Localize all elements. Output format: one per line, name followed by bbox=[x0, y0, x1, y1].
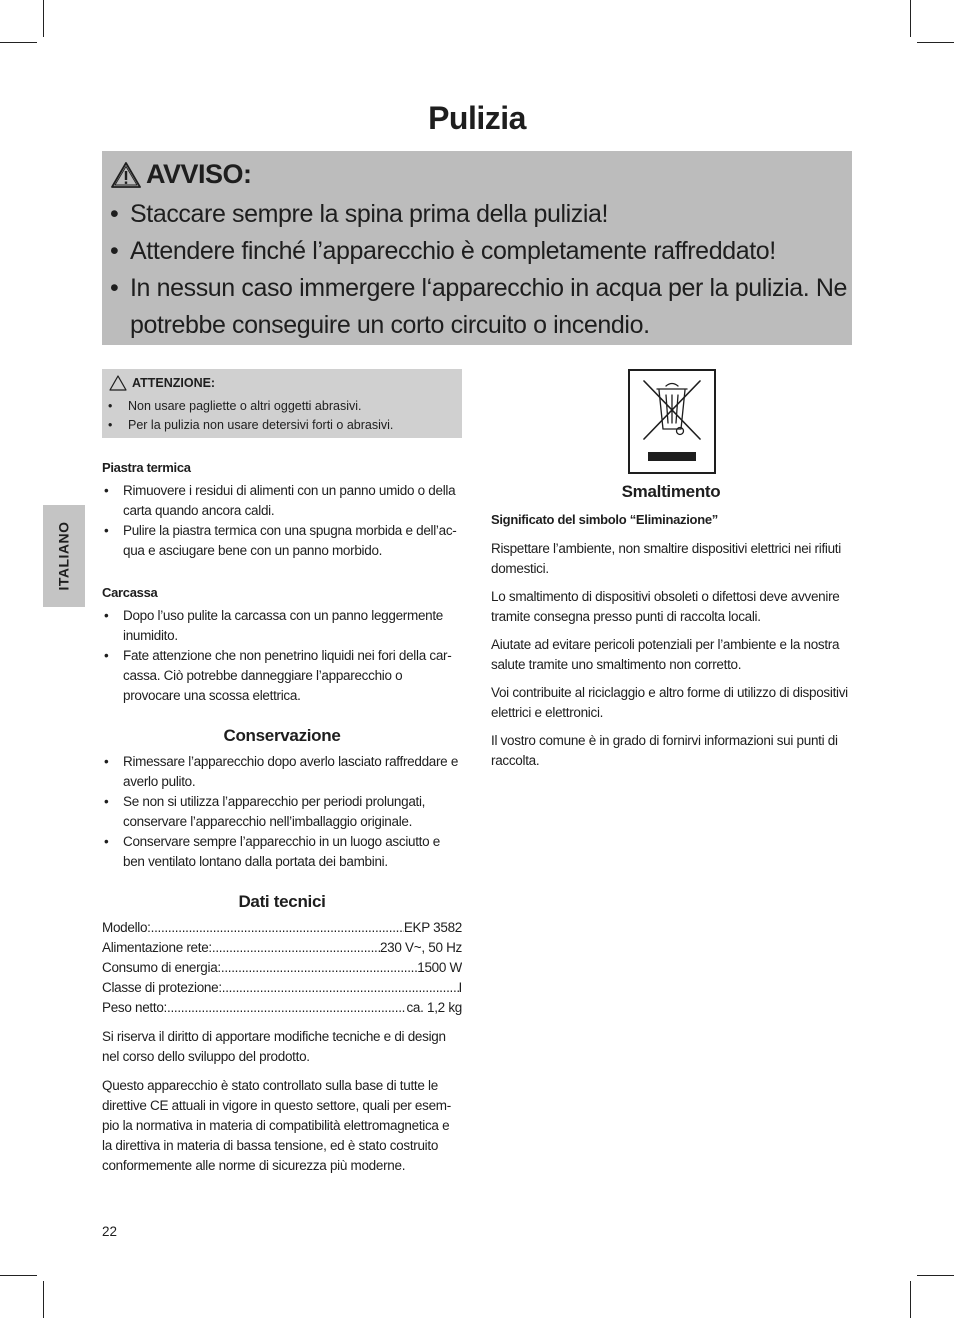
spec-value: ca. 1,2 kg bbox=[406, 1000, 462, 1015]
spec-label: Alimentazione rete: bbox=[102, 940, 212, 955]
page-number: 22 bbox=[102, 1224, 118, 1239]
spec-label: Consumo di energia: bbox=[102, 960, 221, 975]
list-item: • Conservare sempre l’apparecchio in un luogo asciutto e ben ventilato lontano dalla portata dei bambini. bbox=[102, 832, 462, 872]
spec-value: 1500 W bbox=[417, 960, 462, 975]
attention-label: ATTENZIONE: bbox=[132, 376, 216, 390]
attention-item: • Non usare pagliette o altri oggetti abrasivi. bbox=[106, 397, 456, 416]
list-item: • Fate attenzione che non penetrino liquidi nei fori della car-cassa. Ciò potrebbe danneggiare l’apparecchio o provocare una scossa elettrica. bbox=[102, 646, 462, 706]
spec-row bbox=[102, 958, 462, 978]
warning-item: • In nessun caso immergere l‘apparecchio in acqua per la pulizia. Ne potrebbe conseguire un corto circuito o incendio. bbox=[110, 270, 850, 344]
crop-mark bbox=[910, 0, 911, 37]
left-column bbox=[102, 458, 462, 1176]
spec-value: 230 V~, 50 Hz bbox=[379, 940, 462, 955]
specs-note: Questo apparecchio è stato controllato sulla base di tutte le direttive CE attuali in vigore in questo settore, quali per esem-pio la normativa in materia di compatibilità elettromagnetica e la direttiva in materia di bassa tensione, ed è stato costruito conformemente alle norme di sicurezza più moderne. bbox=[102, 1078, 451, 1173]
specs-heading: Dati tecnici bbox=[238, 892, 326, 911]
weee-symbol bbox=[628, 369, 716, 474]
list-item: • Dopo l’uso pulite la carcassa con un panno leggermente inumidito. bbox=[102, 606, 462, 646]
warning-triangle-icon bbox=[110, 161, 142, 189]
crop-mark bbox=[917, 1275, 954, 1276]
crop-mark bbox=[43, 1281, 44, 1318]
disposal-paragraph: Voi contribuite al riciclaggio e altro forme di utilizzo di dispositivi elettrici e elettronici. bbox=[491, 685, 848, 720]
list-item: • Rimuovere i residui di alimenti con un panno umido o della carta quando ancora caldi. bbox=[102, 481, 462, 521]
spec-label: Peso netto: bbox=[102, 1000, 167, 1015]
housing-heading: Carcassa bbox=[102, 585, 158, 600]
warning-list bbox=[110, 196, 850, 344]
attention-header bbox=[109, 375, 215, 391]
attention-box bbox=[102, 369, 462, 438]
disposal-paragraph: Lo smaltimento di dispositivi obsoleti o difettosi deve avvenire tramite consegna presso punti di raccolta locali. bbox=[491, 589, 840, 624]
disposal-subheading: Significato del simbolo “Eliminazione” bbox=[491, 512, 718, 527]
list-item: • Rimessare l’apparecchio dopo averlo lasciato raffreddare e averlo pulito. bbox=[102, 752, 462, 792]
spec-row bbox=[102, 918, 462, 938]
crossed-bin-icon bbox=[630, 371, 714, 472]
disposal-heading: Smaltimento bbox=[621, 482, 721, 501]
list-item: • Se non si utilizza l’apparecchio per periodi prolungati, conservare l’apparecchio nell’imballaggio originale. bbox=[102, 792, 462, 832]
disposal-paragraph: Aiutate ad evitare pericoli potenziali per l’ambiente e la nostra salute tramite uno smaltimento non corretto. bbox=[491, 637, 840, 672]
specs-note: Si riserva il diritto di apportare modifiche tecniche e di design nel corso dello sviluppo del prodotto. bbox=[102, 1029, 446, 1064]
storage-heading: Conservazione bbox=[223, 726, 341, 745]
hotplate-heading: Piastra termica bbox=[102, 460, 191, 475]
disposal-paragraph: Rispettare l’ambiente, non smaltire dispositivi elettrici nei rifiuti domestici. bbox=[491, 541, 841, 576]
warning-item: • Staccare sempre la spina prima della pulizia! bbox=[110, 196, 850, 233]
disposal-paragraph: Il vostro comune è in grado di fornirvi informazioni sui punti di raccolta. bbox=[491, 733, 838, 768]
spec-value: EKP 3582 bbox=[403, 920, 462, 935]
language-tab bbox=[43, 505, 85, 607]
language-tab-label: ITALIANO bbox=[56, 521, 73, 591]
warning-item: • Attendere finché l’apparecchio è completamente raffreddato! bbox=[110, 233, 850, 270]
warning-header bbox=[110, 159, 252, 190]
storage-list bbox=[102, 752, 462, 872]
crop-mark bbox=[917, 42, 954, 43]
warning-box bbox=[102, 151, 852, 345]
crop-mark bbox=[0, 1275, 37, 1276]
spec-value: I bbox=[458, 980, 462, 995]
crop-mark bbox=[0, 42, 37, 43]
housing-list bbox=[102, 606, 462, 706]
hotplate-list bbox=[102, 481, 462, 561]
list-item: • Pulire la piastra termica con una spugna morbida e dell’ac-qua e asciugare bene con un panno morbido. bbox=[102, 521, 462, 561]
spec-row bbox=[102, 998, 462, 1018]
spec-row bbox=[102, 938, 462, 958]
crop-mark bbox=[43, 0, 44, 37]
warning-label: AVVISO: bbox=[146, 159, 252, 189]
spec-label: Modello: bbox=[102, 920, 151, 935]
attention-item: • Per la pulizia non usare detersivi forti o abrasivi. bbox=[106, 416, 456, 435]
right-column bbox=[491, 510, 851, 771]
caution-triangle-icon bbox=[109, 375, 127, 391]
spec-row bbox=[102, 978, 462, 998]
crop-mark bbox=[910, 1281, 911, 1318]
page-title: Pulizia bbox=[428, 100, 526, 136]
spec-label: Classe di protezione: bbox=[102, 980, 222, 995]
specs-table bbox=[102, 918, 462, 1018]
attention-list bbox=[106, 397, 456, 435]
